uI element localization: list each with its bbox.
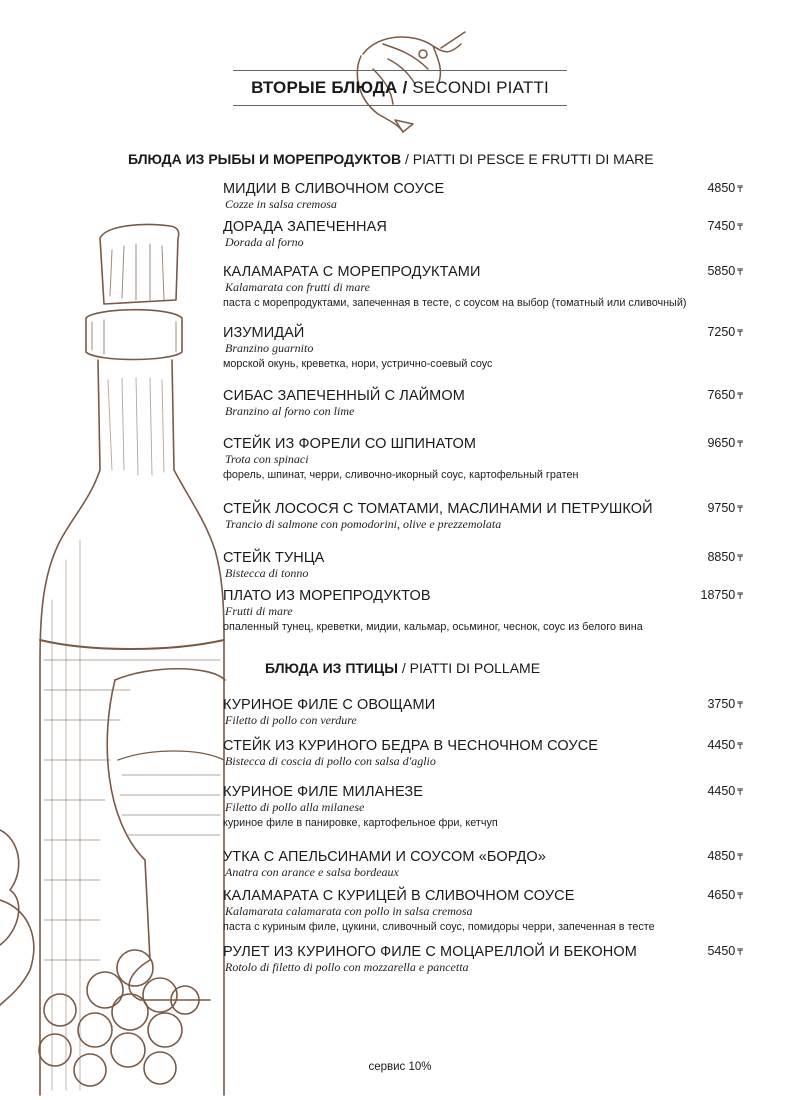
dish-name: РУЛЕТ ИЗ КУРИНОГО ФИЛЕ С МОЦАРЕЛЛОЙ И БЕКОНОМ	[223, 944, 637, 960]
dish-description: морской окунь, креветка, нори, устрично-соевый соус	[223, 358, 493, 370]
page-header	[233, 69, 567, 107]
dish-price	[707, 436, 743, 450]
header-bottom-rule	[233, 105, 567, 106]
price-value: 7250	[707, 325, 736, 339]
currency-sign: ₸	[737, 553, 743, 563]
dish-price	[707, 944, 743, 958]
price-value: 4450	[707, 738, 736, 752]
dish-price	[701, 588, 744, 602]
currency-sign: ₸	[737, 391, 743, 401]
dish-price	[707, 888, 743, 902]
dish-name: ИЗУМИДАЙ	[223, 325, 305, 341]
dish-name: КАЛАМАРАТА С КУРИЦЕЙ В СЛИВОЧНОМ СОУСЕ	[223, 888, 575, 904]
dish-price	[707, 849, 743, 863]
section-title-poultry	[265, 660, 540, 676]
dish-price	[707, 501, 743, 515]
currency-sign: ₸	[737, 328, 743, 338]
price-value: 9650	[707, 436, 736, 450]
price-value: 3750	[707, 697, 736, 711]
currency-sign: ₸	[737, 787, 743, 797]
currency-sign: ₸	[737, 947, 743, 957]
dish-name: УТКА С АПЕЛЬСИНАМИ И СОУСОМ «БОРДО»	[223, 849, 546, 865]
dish-price	[707, 738, 743, 752]
dish-name: СТЕЙК ТУНЦА	[223, 550, 325, 566]
currency-sign: ₸	[737, 741, 743, 751]
currency-sign: ₸	[737, 700, 743, 710]
dish-italian-name: Rotolo di filetto di pollo con mozzarella e pancetta	[225, 960, 469, 974]
dish-name: СИБАС ЗАПЕЧЕННЫЙ С ЛАЙМОМ	[223, 388, 465, 404]
dish-name: КАЛАМАРАТА С МОРЕПРОДУКТАМИ	[223, 264, 481, 280]
dish-name: МИДИИ В СЛИВОЧНОМ СОУСЕ	[223, 181, 445, 197]
dish-italian-name: Bistecca di tonno	[225, 566, 309, 580]
dish-italian-name: Branzino al forno con lime	[225, 404, 355, 418]
currency-sign: ₸	[737, 504, 743, 514]
currency-sign: ₸	[737, 267, 743, 277]
dish-description: паста с морепродуктами, запеченная в тесте, с соусом на выбор (томатный или сливочный)	[223, 297, 687, 309]
currency-sign: ₸	[737, 222, 743, 232]
page-title	[233, 78, 567, 98]
price-value: 5850	[707, 264, 736, 278]
dish-description: паста с куриным филе, цукини, сливочный соус, помидоры черри, запеченная в тесте	[223, 921, 655, 933]
currency-sign: ₸	[737, 852, 743, 862]
section-title-fish	[128, 151, 654, 167]
section-title-it: / PIATTI DI POLLAME	[397, 660, 541, 676]
header-top-rule	[233, 70, 567, 71]
dish-price	[707, 697, 743, 711]
dish-italian-name: Cozze in salsa cremosa	[225, 197, 337, 211]
service-charge-note: сервис 10%	[368, 1061, 432, 1073]
dish-italian-name: Branzino guarnito	[225, 341, 314, 355]
dish-italian-name: Kalamarata con frutti di mare	[225, 280, 370, 294]
price-value: 5450	[707, 944, 736, 958]
dish-italian-name: Anatra con arance e salsa bordeaux	[225, 865, 399, 879]
dish-italian-name: Trota con spinaci	[225, 452, 309, 466]
dish-price	[707, 388, 743, 402]
currency-sign: ₸	[737, 439, 743, 449]
price-value: 4850	[707, 181, 736, 195]
price-value: 7650	[707, 388, 736, 402]
dish-price	[707, 325, 743, 339]
currency-sign: ₸	[737, 184, 743, 194]
page-title-ru: ВТОРЫЕ БЛЮДА	[251, 78, 398, 97]
dish-description: опаленный тунец, креветки, мидии, кальмар, осьминог, чеснок, соус из белого вина	[223, 621, 643, 633]
page-title-separator: /	[397, 78, 413, 97]
dish-italian-name: Dorada al forno	[225, 235, 304, 249]
dish-name: СТЕЙК ЛОСОСЯ С ТОМАТАМИ, МАСЛИНАМИ И ПЕТРУШКОЙ	[223, 501, 653, 517]
dish-price	[707, 550, 743, 564]
dish-description: куриное филе в панировке, картофельное фри, кетчуп	[223, 817, 498, 829]
dish-name: КУРИНОЕ ФИЛЕ С ОВОЩАМИ	[223, 697, 436, 713]
dish-name: СТЕЙК ИЗ КУРИНОГО БЕДРА В ЧЕСНОЧНОМ СОУСЕ	[223, 738, 599, 754]
dish-price	[707, 219, 743, 233]
price-value: 4450	[707, 784, 736, 798]
dish-italian-name: Bistecca di coscia di pollo con salsa d'aglio	[225, 754, 436, 768]
dish-italian-name: Kalamarata calamarata con pollo in salsa cremosa	[225, 904, 473, 918]
dish-name: ДОРАДА ЗАПЕЧЕННАЯ	[223, 219, 387, 235]
dish-italian-name: Frutti di mare	[225, 604, 293, 618]
page-title-it: SECONDI PIATTI	[412, 78, 549, 97]
dish-price	[707, 181, 743, 195]
currency-sign: ₸	[737, 591, 743, 601]
dish-name: ПЛАТО ИЗ МОРЕПРОДУКТОВ	[223, 588, 431, 604]
dish-name: КУРИНОЕ ФИЛЕ МИЛАНЕЗЕ	[223, 784, 424, 800]
price-value: 4650	[707, 888, 736, 902]
dish-price	[707, 784, 743, 798]
currency-sign: ₸	[737, 891, 743, 901]
dish-italian-name: Filetto di pollo con verdure	[225, 713, 357, 727]
dish-description: форель, шпинат, черри, сливочно-икорный соус, картофельный гратен	[223, 469, 579, 481]
price-value: 18750	[700, 588, 736, 602]
section-title-ru: БЛЮДА ИЗ ПТИЦЫ	[265, 660, 398, 676]
price-value: 4850	[707, 849, 736, 863]
section-title-it: / PIATTI DI PESCE E FRUTTI DI MARE	[401, 151, 654, 167]
section-title-ru: БЛЮДА ИЗ РЫБЫ И МОРЕПРОДУКТОВ	[128, 151, 402, 167]
dish-italian-name: Trancio di salmone con pomodorini, olive e prezzemolata	[225, 517, 502, 531]
price-value: 8850	[707, 550, 736, 564]
price-value: 7450	[707, 219, 736, 233]
dish-italian-name: Filetto di pollo alla milanese	[225, 800, 365, 814]
price-value: 9750	[707, 501, 736, 515]
dish-name: СТЕЙК ИЗ ФОРЕЛИ СО ШПИНАТОМ	[223, 436, 477, 452]
dish-price	[707, 264, 743, 278]
